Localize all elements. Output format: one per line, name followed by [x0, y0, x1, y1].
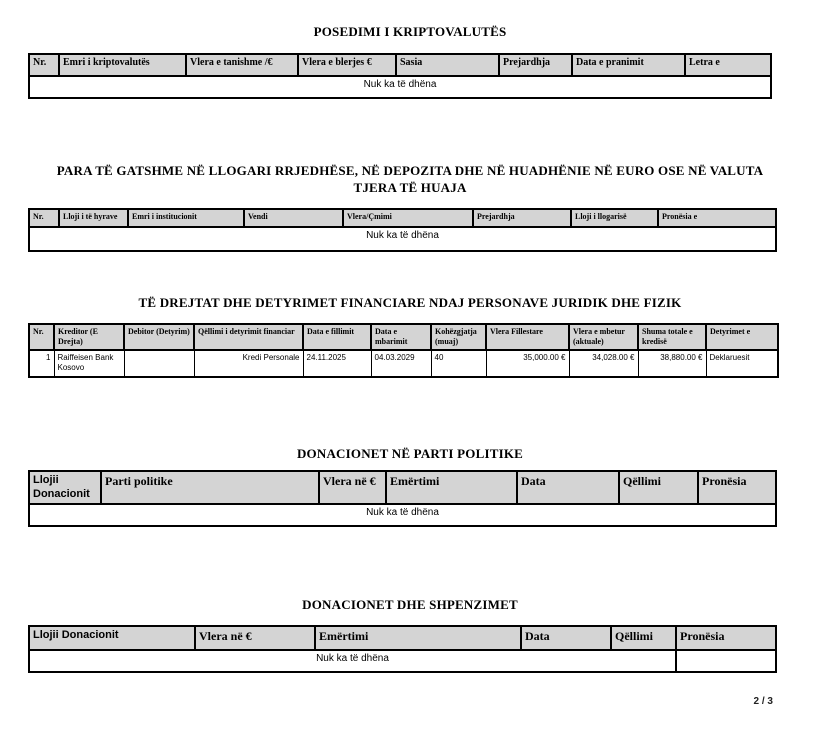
table-empty-row — [29, 504, 776, 526]
section-title-para-te-gatshme: PARA TË GATSHME NË LLOGARI RRJEDHËSE, NË DEPOZITA DHE NË HUADHËNIE NË EURO OSE NË VALUTA TJERA TË HUAJA — [56, 163, 764, 195]
column-header: Lloji i të hyrave — [59, 209, 128, 227]
column-header: Prejardhja — [499, 54, 572, 76]
cell-vlera-fillestare: 35,000.00 € — [486, 350, 569, 377]
column-header: Vlera Fillestare — [486, 324, 569, 350]
column-header: Pronësia — [698, 471, 776, 504]
column-header: Kohëzgjatja (muaj) — [431, 324, 486, 350]
table-header-row — [29, 324, 778, 350]
column-header: Data e fillimit — [303, 324, 371, 350]
table-header-row — [29, 209, 776, 227]
cell-vlera-mbetur: 34,028.00 € — [569, 350, 638, 377]
table-header-row — [29, 54, 771, 76]
column-header: Nr. — [29, 324, 54, 350]
table-empty-row — [29, 650, 776, 672]
column-header: Shuma totale e kredisë — [638, 324, 706, 350]
empty-cell-pronesia — [676, 650, 776, 672]
section-title-donacionet-parti: DONACIONET NË PARTI POLITIKE — [296, 446, 524, 461]
section-title-te-drejtat: TË DREJTAT DHE DETYRIMET FINANCIARE NDAJ PERSONAVE JURIDIK DHE FIZIK — [138, 294, 682, 310]
table-empty-row — [29, 227, 776, 251]
column-header: Qëllimi — [619, 471, 698, 504]
column-header: Pronësia e — [658, 209, 776, 227]
donacionet-shpenzimet-table — [28, 625, 777, 673]
cell-kreditor: Raiffeisen Bank Kosovo — [54, 350, 124, 377]
column-header: Detyrimet e — [706, 324, 778, 350]
no-data-text: Nuk ka të dhëna — [29, 650, 676, 672]
column-header: Kreditor (E Drejta) — [54, 324, 124, 350]
column-header: Nr. — [29, 54, 59, 76]
cell-qellimi: Kredi Personale — [194, 350, 303, 377]
column-header: Emri i institucionit — [128, 209, 244, 227]
column-header: Vlera e tanishme /€ — [186, 54, 298, 76]
column-header: Nr. — [29, 209, 59, 227]
cell-detyrimet: Deklaruesit — [706, 350, 778, 377]
column-header: Vlera e blerjes € — [298, 54, 396, 76]
table-header-row — [29, 626, 776, 650]
section-title-donacionet-shpenzimet: DONACIONET DHE SHPENZIMET — [302, 597, 518, 613]
column-header: Emri i kriptovalutës — [59, 54, 186, 76]
table-row — [29, 350, 778, 377]
no-data-text: Nuk ka të dhëna — [29, 76, 771, 98]
donacionet-parti-table — [28, 470, 777, 527]
cell-debitor — [124, 350, 194, 377]
no-data-text: Nuk ka të dhëna — [29, 504, 776, 526]
column-header: Letra e — [685, 54, 771, 76]
kriptovalutes-table — [28, 53, 772, 99]
cell-nr: 1 — [29, 350, 54, 377]
column-header: Vlera në € — [195, 626, 315, 650]
column-header: Llojii Donacionit — [29, 471, 101, 504]
column-header: Llojii Donacionit — [29, 626, 195, 650]
table-empty-row — [29, 76, 771, 98]
column-header: Qëllimi i detyrimit financiar — [194, 324, 303, 350]
column-header: Prejardhja — [473, 209, 571, 227]
cell-data-fillimit: 24.11.2025 — [303, 350, 371, 377]
column-header: Debitor (Detyrim) — [124, 324, 194, 350]
cell-kohezgjatja: 40 — [431, 350, 486, 377]
column-header: Data e pranimit — [572, 54, 685, 76]
para-te-gatshme-table — [28, 208, 777, 252]
column-header: Data — [517, 471, 619, 504]
column-header: Pronësia — [676, 626, 776, 650]
column-header: Parti politike — [101, 471, 319, 504]
column-header: Vlera e mbetur (aktuale) — [569, 324, 638, 350]
column-header: Emërtimi — [315, 626, 521, 650]
te-drejtat-table — [28, 323, 779, 378]
column-header: Sasia — [396, 54, 499, 76]
column-header: Data e mbarimit — [371, 324, 431, 350]
cell-shuma-totale: 38,880.00 € — [638, 350, 706, 377]
column-header: Vlera/Çmimi — [343, 209, 473, 227]
column-header: Vendi — [244, 209, 343, 227]
column-header: Qëllimi — [611, 626, 676, 650]
section-title-kriptovalutes: POSEDIMI I KRIPTOVALUTËS — [313, 24, 507, 39]
column-header: Data — [521, 626, 611, 650]
page-number: 2 / 3 — [753, 696, 773, 707]
table-header-row — [29, 471, 776, 504]
column-header: Lloji i llogarisë — [571, 209, 658, 227]
cell-data-mbarimit: 04.03.2029 — [371, 350, 431, 377]
column-header: Emërtimi — [386, 471, 517, 504]
column-header: Vlera në € — [319, 471, 386, 504]
no-data-text: Nuk ka të dhëna — [29, 227, 776, 251]
